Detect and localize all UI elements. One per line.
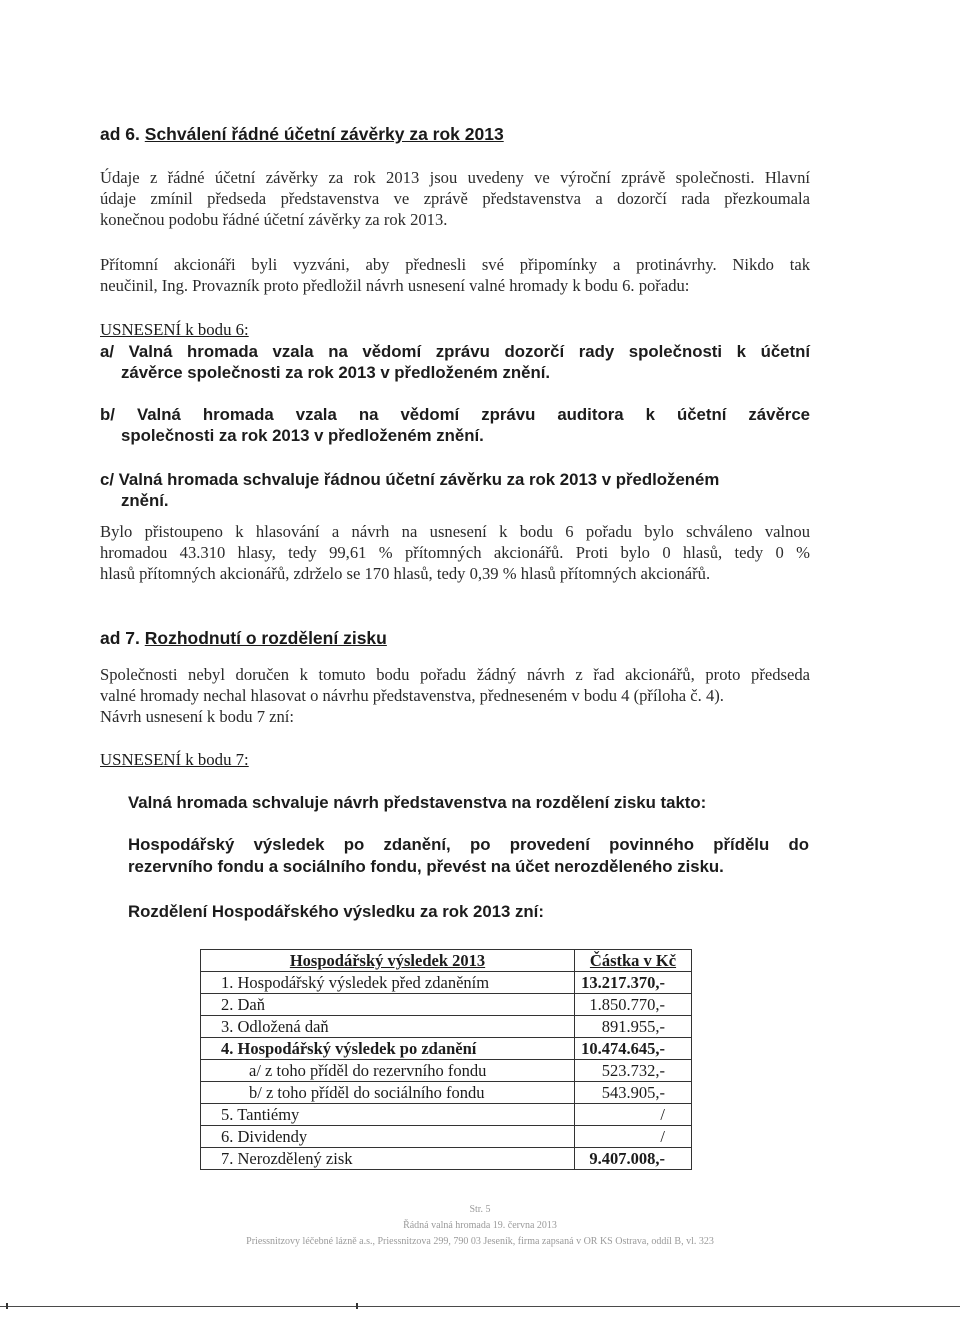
distribution-title: Rozdělení Hospodářského výsledku za rok 2013 zní: [128, 902, 544, 921]
resolution-6a-line: a/ Valná hromada vzala na vědomí zprávu dozorčí rady společnosti k účetní [100, 342, 810, 361]
row-label: a/ z toho příděl do rezervního fondu [201, 1060, 575, 1082]
profit-distribution-table [200, 949, 692, 1170]
table-row [201, 1038, 692, 1060]
row-label: 2. Daň [201, 994, 575, 1016]
row-amount: 543.905,- [575, 1082, 692, 1104]
footer-company: Priessnitzovy léčebné lázně a.s., Priessnitzova 299, 790 03 Jeseník, firma zapsaná v OR KS Ostrava, oddíl B, vl. 323 [246, 1236, 714, 1247]
table-row [201, 1148, 692, 1170]
resolution-6b-line: společnosti za rok 2013 v předloženém znění. [121, 426, 484, 445]
shareholders-paragraph [100, 254, 810, 296]
resolution-6-title: USNESENÍ k bodu 6: [100, 320, 249, 339]
intro-line: valné hromady nechal hlasovat o návrhu představenstva, předneseném v bodu 4 (příloha č. 4). [100, 686, 724, 705]
scan-mark [356, 1303, 358, 1309]
scan-edge-line [0, 1306, 960, 1307]
row-label: 6. Dividendy [201, 1126, 575, 1148]
table-row [201, 1082, 692, 1104]
section-7-intro [100, 664, 810, 727]
row-label: 4. Hospodářský výsledek po zdanění [201, 1038, 575, 1060]
section-6-intro [100, 167, 810, 230]
row-label: b/ z toho příděl do sociálního fondu [201, 1082, 575, 1104]
row-amount: / [575, 1104, 692, 1126]
resolution-6b-line: b/ Valná hromada vzala na vědomí zprávu auditora k účetní závěrce [100, 405, 810, 424]
resolution-6c-line: znění. [121, 491, 169, 510]
vote-line: Bylo přistoupeno k hlasování a návrh na usnesení k bodu 6 pořadu bylo schváleno valnou [100, 522, 810, 541]
resolution-7-title: USNESENÍ k bodu 7: [100, 750, 249, 769]
table-row [201, 1126, 692, 1148]
resolution-6c-line: c/ Valná hromada schvaluje řádnou účetní závěrku za rok 2013 v předloženém [100, 470, 720, 489]
row-amount: 1.850.770,- [575, 994, 692, 1016]
table-header-label: Hospodářský výsledek 2013 [201, 950, 575, 972]
row-label: 5. Tantiémy [201, 1104, 575, 1126]
shareholders-line: Přítomní akcionáři byli vyzváni, aby přednesli své připomínky a protinávrhy. Nikdo tak [100, 255, 810, 274]
resolution-6a-line: závěrce společnosti za rok 2013 v předloženém znění. [121, 363, 551, 382]
table-row [201, 994, 692, 1016]
intro-line: Společnosti nebyl doručen k tomuto bodu pořadu žádný návrh z řad akcionářů, proto předseda [100, 665, 810, 684]
table-row [201, 1104, 692, 1126]
result-line: Hospodářský výsledek po zdanění, po provedení povinného přídělu do [128, 835, 809, 854]
scan-mark [6, 1303, 8, 1309]
table-body [201, 972, 692, 1170]
table-row [201, 1060, 692, 1082]
resolution-6c [100, 469, 810, 511]
row-label: 1. Hospodářský výsledek před zdaněním [201, 972, 575, 994]
intro-line: Návrh usnesení k bodu 7 zní: [100, 707, 295, 726]
vote-line: hlasů přítomných akcionářů, zdrželo se 170 hlasů, tedy 0,39 % hlasů přítomných akcionářů. [100, 564, 711, 583]
section-6-number: ad 6. [100, 124, 140, 144]
resolution-6b [100, 404, 810, 446]
intro-line: Údaje z řádné účetní závěrky za rok 2013 jsou uvedeny ve výroční zprávě společnosti. Hlavní [100, 168, 810, 187]
table-row [201, 972, 692, 994]
table-header-amount: Částka v Kč [575, 950, 692, 972]
row-amount: 9.407.008,- [575, 1148, 692, 1170]
footer-meeting: Řádná valná hromada 19. června 2013 [403, 1220, 557, 1231]
section-7-number: ad 7. [100, 628, 140, 648]
row-amount: 10.474.645,- [575, 1038, 692, 1060]
row-amount: 891.955,- [575, 1016, 692, 1038]
row-amount: 13.217.370,- [575, 972, 692, 994]
intro-line: konečnou podobu řádné účetní závěrky za rok 2013. [100, 210, 448, 229]
section-6-title: Schválení řádné účetní závěrky za rok 2013 [144, 124, 504, 144]
table-header-row [201, 950, 692, 972]
row-amount: / [575, 1126, 692, 1148]
intro-line: údaje zmínil předseda představenstva ve zprávě představenstva a dozorčí rada přezkoumala [100, 189, 810, 208]
table-row [201, 1016, 692, 1038]
section-7-heading [100, 628, 387, 649]
resolution-6a [100, 341, 810, 383]
row-label: 3. Odložená daň [201, 1016, 575, 1038]
vote-line: hromadou 43.310 hlasy, tedy 99,61 % přítomných akcionářů. Proti bylo 0 hlasů, tedy 0 % [100, 543, 810, 562]
result-line: rezervního fondu a sociálního fondu, převést na účet nerozděleného zisku. [128, 857, 724, 876]
row-amount: 523.732,- [575, 1060, 692, 1082]
resolution-7-approve: Valná hromada schvaluje návrh představenstva na rozdělení zisku takto: [128, 793, 707, 812]
section-6-heading [100, 124, 504, 145]
footer-page-number: Str. 5 [469, 1204, 491, 1215]
row-label: 7. Nerozdělený zisk [201, 1148, 575, 1170]
section-7-title: Rozhodnutí o rozdělení zisku [144, 628, 387, 648]
shareholders-line: neučinil, Ing. Provazník proto předložil návrh usnesení valné hromady k bodu 6. pořadu: [100, 276, 690, 295]
vote-paragraph [100, 521, 810, 584]
resolution-7-result [128, 834, 809, 878]
